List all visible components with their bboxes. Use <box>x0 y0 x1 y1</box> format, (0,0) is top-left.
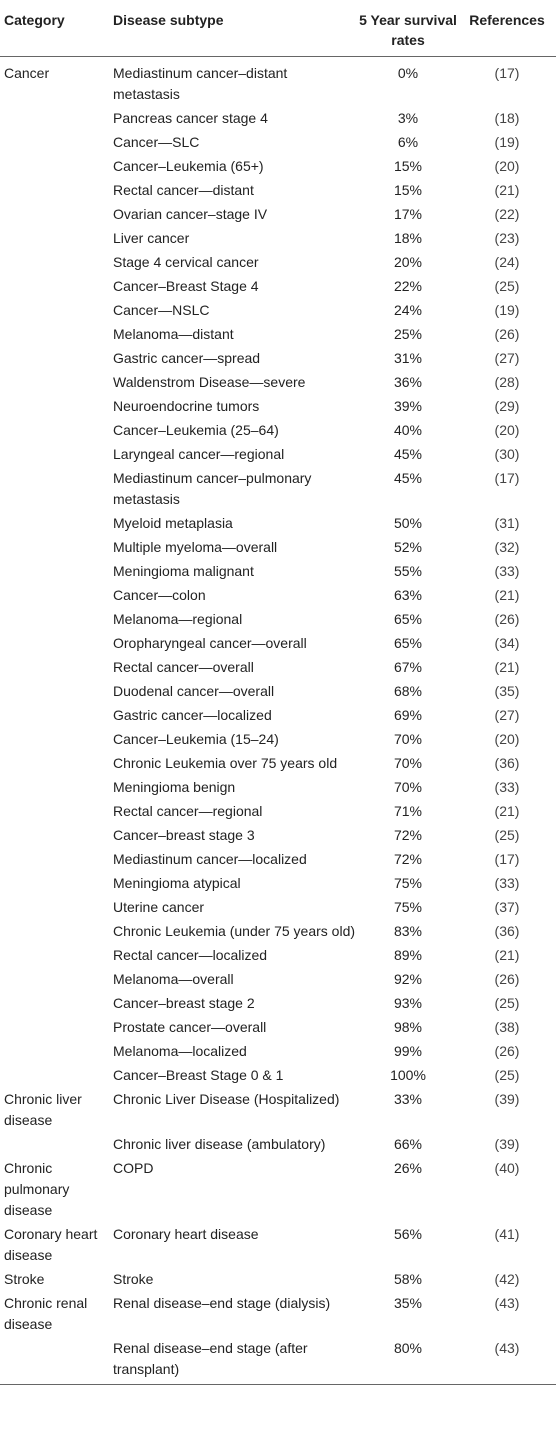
subtype-cell: Meningioma atypical <box>113 875 241 891</box>
category-cell <box>0 608 113 632</box>
survival-rate-cell: 89% <box>393 947 423 963</box>
survival-rate-cell: 71% <box>393 803 423 819</box>
header-references: References <box>458 0 556 57</box>
reference-cell: (25) <box>494 995 520 1011</box>
subtype-cell: Laryngeal cancer—regional <box>113 446 285 462</box>
survival-rate-cell: 99% <box>393 1043 423 1059</box>
subtype-cell: Neuroendocrine tumors <box>113 398 260 414</box>
reference-cell: (19) <box>494 134 520 150</box>
subtype-cell: Cancer–Leukemia (65+) <box>113 158 264 174</box>
table-row <box>0 704 556 728</box>
reference-cell: (21) <box>494 587 520 603</box>
subtype-cell: Oropharyngeal cancer—overall <box>113 635 307 651</box>
reference-cell: (17) <box>494 65 520 81</box>
table-row <box>0 536 556 560</box>
category-cell <box>0 824 113 848</box>
survival-rate-cell: 26% <box>393 1160 423 1176</box>
subtype-cell: Cancer—colon <box>113 587 206 603</box>
table-row <box>0 251 556 275</box>
category-cell: Stroke <box>4 1271 45 1287</box>
survival-rate-cell: 36% <box>393 374 423 390</box>
reference-cell: (17) <box>494 470 520 486</box>
table-row <box>0 299 556 323</box>
category-cell <box>0 1064 113 1088</box>
subtype-cell: Rectal cancer—distant <box>113 182 254 198</box>
reference-cell: (18) <box>494 110 520 126</box>
survival-rate-cell: 56% <box>393 1226 423 1242</box>
reference-cell: (23) <box>494 230 520 246</box>
subtype-cell: Melanoma—distant <box>113 326 234 342</box>
table-row <box>0 1292 556 1337</box>
category-cell: Cancer <box>4 65 50 81</box>
subtype-cell: COPD <box>113 1160 154 1176</box>
survival-rate-cell: 83% <box>393 923 423 939</box>
table-row <box>0 1016 556 1040</box>
table-row <box>0 656 556 680</box>
table-row <box>0 227 556 251</box>
survival-rate-cell: 66% <box>393 1136 423 1152</box>
table-row <box>0 776 556 800</box>
subtype-cell: Cancer–Leukemia (25–64) <box>113 422 279 438</box>
survival-rate-cell: 40% <box>393 422 423 438</box>
survival-rate-cell: 65% <box>393 635 423 651</box>
table-row <box>0 632 556 656</box>
reference-cell: (29) <box>494 398 520 414</box>
reference-cell: (39) <box>494 1091 520 1107</box>
reference-cell: (20) <box>494 158 520 174</box>
subtype-cell: Gastric cancer—spread <box>113 350 261 366</box>
table-row <box>0 275 556 299</box>
subtype-cell: Pancreas cancer stage 4 <box>113 110 268 126</box>
category-cell <box>0 920 113 944</box>
subtype-cell: Rectal cancer—overall <box>113 659 254 675</box>
reference-cell: (20) <box>494 731 520 747</box>
table-row <box>0 920 556 944</box>
table-row <box>0 896 556 920</box>
survival-rate-cell: 55% <box>393 563 423 579</box>
table-row <box>0 680 556 704</box>
subtype-cell: Meningioma benign <box>113 779 236 795</box>
table-row <box>0 1064 556 1088</box>
subtype-cell: Chronic Leukemia over 75 years old <box>113 755 338 771</box>
survival-rate-cell: 72% <box>393 827 423 843</box>
reference-cell: (25) <box>494 278 520 294</box>
table-row <box>0 347 556 371</box>
table-row <box>0 419 556 443</box>
subtype-cell: Mediastinum cancer—localized <box>113 851 307 867</box>
reference-cell: (33) <box>494 563 520 579</box>
subtype-cell: Cancer–breast stage 3 <box>113 827 255 843</box>
subtype-cell: Stroke <box>113 1271 154 1287</box>
reference-cell: (26) <box>494 1043 520 1059</box>
survival-rate-cell: 22% <box>393 278 423 294</box>
category-cell <box>0 227 113 251</box>
category-cell <box>0 275 113 299</box>
category-cell <box>0 896 113 920</box>
subtype-cell: Chronic Leukemia (under 75 years old) <box>113 923 356 939</box>
category-cell <box>0 203 113 227</box>
survival-rate-cell: 25% <box>393 326 423 342</box>
category-cell <box>0 632 113 656</box>
category-cell <box>0 371 113 395</box>
table-row <box>0 1268 556 1292</box>
table-row <box>0 584 556 608</box>
subtype-cell: Gastric cancer—localized <box>113 707 272 723</box>
survival-rate-cell: 100% <box>390 1067 426 1083</box>
category-cell <box>0 968 113 992</box>
survival-rate-cell: 70% <box>393 779 423 795</box>
table-row <box>0 752 556 776</box>
table-row <box>0 992 556 1016</box>
subtype-cell: Duodenal cancer—overall <box>113 683 275 699</box>
table-row <box>0 443 556 467</box>
category-cell <box>0 680 113 704</box>
table-row <box>0 608 556 632</box>
subtype-cell: Cancer–Breast Stage 0 & 1 <box>113 1067 284 1083</box>
reference-cell: (35) <box>494 683 520 699</box>
reference-cell: (37) <box>494 899 520 915</box>
category-cell <box>0 323 113 347</box>
subtype-cell: Rectal cancer—localized <box>113 947 268 963</box>
reference-cell: (19) <box>494 302 520 318</box>
reference-cell: (27) <box>494 350 520 366</box>
reference-cell: (42) <box>494 1271 520 1287</box>
reference-cell: (28) <box>494 374 520 390</box>
header-row <box>0 0 556 57</box>
category-cell <box>0 872 113 896</box>
reference-cell: (36) <box>494 755 520 771</box>
survival-rate-cell: 18% <box>393 230 423 246</box>
table-row <box>0 512 556 536</box>
category-cell <box>0 251 113 275</box>
survival-rate-cell: 70% <box>393 755 423 771</box>
reference-cell: (21) <box>494 659 520 675</box>
category-cell: Coronary heart disease <box>4 1226 98 1263</box>
reference-cell: (43) <box>494 1295 520 1311</box>
reference-cell: (36) <box>494 923 520 939</box>
table-row <box>0 560 556 584</box>
category-cell <box>0 992 113 1016</box>
category-cell <box>0 1016 113 1040</box>
subtype-cell: Waldenstrom Disease—severe <box>113 374 306 390</box>
category-cell: Chronic liver disease <box>4 1091 82 1128</box>
category-cell <box>0 800 113 824</box>
table-row <box>0 131 556 155</box>
category-cell <box>0 299 113 323</box>
subtype-cell: Multiple myeloma—overall <box>113 539 278 555</box>
header-category: Category <box>0 0 113 57</box>
table-row <box>0 1157 556 1223</box>
reference-cell: (31) <box>494 515 520 531</box>
category-cell <box>0 704 113 728</box>
subtype-cell: Melanoma—localized <box>113 1043 247 1059</box>
table-row <box>0 371 556 395</box>
category-cell <box>0 776 113 800</box>
table-row <box>0 1223 556 1268</box>
table-row <box>0 1088 556 1133</box>
category-cell <box>0 419 113 443</box>
table-row <box>0 944 556 968</box>
category-cell <box>0 944 113 968</box>
table-row <box>0 824 556 848</box>
survival-rate-cell: 45% <box>393 470 423 486</box>
category-cell <box>0 443 113 467</box>
subtype-cell: Renal disease–end stage (after transplant) <box>113 1337 358 1385</box>
survival-rate-cell: 3% <box>397 110 419 126</box>
subtype-cell: Melanoma—overall <box>113 971 234 987</box>
category-cell <box>0 848 113 872</box>
table-row <box>0 203 556 227</box>
category-cell <box>0 155 113 179</box>
table-row <box>0 57 556 108</box>
reference-cell: (21) <box>494 947 520 963</box>
subtype-cell: Chronic Liver Disease (Hospitalized) <box>113 1091 340 1107</box>
survival-rate-cell: 92% <box>393 971 423 987</box>
reference-cell: (25) <box>494 827 520 843</box>
reference-cell: (38) <box>494 1019 520 1035</box>
category-cell <box>0 536 113 560</box>
survival-rate-cell: 70% <box>393 731 423 747</box>
table-row <box>0 800 556 824</box>
reference-cell: (39) <box>494 1136 520 1152</box>
subtype-cell: Cancer–breast stage 2 <box>113 995 255 1011</box>
survival-rate-cell: 35% <box>393 1295 423 1311</box>
table-row <box>0 968 556 992</box>
table-row <box>0 323 556 347</box>
reference-cell: (40) <box>494 1160 520 1176</box>
reference-cell: (26) <box>494 326 520 342</box>
reference-cell: (24) <box>494 254 520 270</box>
table-body <box>0 57 556 1385</box>
table-row <box>0 728 556 752</box>
survival-rate-cell: 69% <box>393 707 423 723</box>
subtype-cell: Meningioma malignant <box>113 563 254 579</box>
table-header <box>0 0 556 57</box>
subtype-cell: Melanoma—regional <box>113 611 243 627</box>
table-row <box>0 395 556 419</box>
survival-rate-cell: 67% <box>393 659 423 675</box>
subtype-cell: Chronic liver disease (ambulatory) <box>113 1136 326 1152</box>
category-cell <box>0 1133 113 1157</box>
survival-rate-cell: 31% <box>393 350 423 366</box>
category-cell <box>0 584 113 608</box>
subtype-cell: Ovarian cancer–stage IV <box>113 206 268 222</box>
table-row <box>0 467 556 512</box>
category-cell: Chronic renal disease <box>4 1295 88 1332</box>
subtype-cell: Liver cancer <box>113 230 190 246</box>
table-row <box>0 848 556 872</box>
reference-cell: (17) <box>494 851 520 867</box>
reference-cell: (27) <box>494 707 520 723</box>
category-cell <box>0 179 113 203</box>
category-cell <box>0 1040 113 1064</box>
survival-rate-cell: 50% <box>393 515 423 531</box>
category-cell <box>0 131 113 155</box>
survival-rate-cell: 15% <box>393 158 423 174</box>
survival-rate-cell: 24% <box>393 302 423 318</box>
table-row <box>0 155 556 179</box>
category-cell <box>0 467 113 512</box>
reference-cell: (32) <box>494 539 520 555</box>
survival-rate-cell: 80% <box>358 1337 458 1385</box>
reference-cell: (20) <box>494 422 520 438</box>
reference-cell: (33) <box>494 779 520 795</box>
subtype-cell: Stage 4 cervical cancer <box>113 254 259 270</box>
survival-rate-cell: 93% <box>393 995 423 1011</box>
reference-cell: (43) <box>458 1337 556 1385</box>
survival-rate-cell: 20% <box>393 254 423 270</box>
header-subtype: Disease subtype <box>113 0 358 57</box>
subtype-cell: Mediastinum cancer–distant metastasis <box>113 65 288 102</box>
header-survival: 5 Year survival rates <box>358 0 458 57</box>
subtype-cell: Cancer—NSLC <box>113 302 210 318</box>
survival-rate-cell: 39% <box>393 398 423 414</box>
survival-rate-cell: 17% <box>393 206 423 222</box>
category-cell <box>0 107 113 131</box>
category-cell: Chronic pulmonary disease <box>4 1160 70 1218</box>
subtype-cell: Mediastinum cancer–pulmonary metastasis <box>113 470 312 507</box>
table-row <box>0 1337 556 1385</box>
reference-cell: (21) <box>494 803 520 819</box>
survival-rate-cell: 58% <box>393 1271 423 1287</box>
category-cell <box>0 728 113 752</box>
survival-rate-cell: 65% <box>393 611 423 627</box>
survival-rate-cell: 0% <box>397 65 419 81</box>
subtype-cell: Renal disease–end stage (dialysis) <box>113 1295 331 1311</box>
survival-rate-cell: 75% <box>393 899 423 915</box>
table-row <box>0 179 556 203</box>
category-cell <box>0 395 113 419</box>
reference-cell: (22) <box>494 206 520 222</box>
subtype-cell: Cancer–Leukemia (15–24) <box>113 731 279 747</box>
subtype-cell: Coronary heart disease <box>113 1226 259 1242</box>
reference-cell: (30) <box>494 446 520 462</box>
survival-rate-cell: 63% <box>393 587 423 603</box>
survival-rate-cell: 6% <box>397 134 419 150</box>
survival-rate-cell: 75% <box>393 875 423 891</box>
table-row <box>0 1040 556 1064</box>
survival-rate-cell: 72% <box>393 851 423 867</box>
survival-rate-cell: 98% <box>393 1019 423 1035</box>
reference-cell: (41) <box>494 1226 520 1242</box>
subtype-cell: Rectal cancer—regional <box>113 803 263 819</box>
category-cell <box>0 560 113 584</box>
category-cell <box>0 752 113 776</box>
subtype-cell: Myeloid metaplasia <box>113 515 233 531</box>
survival-rate-cell: 52% <box>393 539 423 555</box>
reference-cell: (26) <box>494 611 520 627</box>
category-cell <box>0 1337 113 1385</box>
subtype-cell: Cancer–Breast Stage 4 <box>113 278 259 294</box>
survival-rate-cell: 15% <box>393 182 423 198</box>
reference-cell: (25) <box>494 1067 520 1083</box>
subtype-cell: Prostate cancer—overall <box>113 1019 267 1035</box>
category-cell <box>0 347 113 371</box>
reference-cell: (33) <box>494 875 520 891</box>
table-row <box>0 872 556 896</box>
subtype-cell: Uterine cancer <box>113 899 205 915</box>
survival-rate-cell: 33% <box>393 1091 423 1107</box>
category-cell <box>0 512 113 536</box>
reference-cell: (21) <box>494 182 520 198</box>
survival-rate-cell: 45% <box>393 446 423 462</box>
survival-rate-cell: 68% <box>393 683 423 699</box>
subtype-cell: Cancer—SLC <box>113 134 200 150</box>
reference-cell: (34) <box>494 635 520 651</box>
category-cell <box>0 656 113 680</box>
table-row <box>0 107 556 131</box>
reference-cell: (26) <box>494 971 520 987</box>
table-row <box>0 1133 556 1157</box>
